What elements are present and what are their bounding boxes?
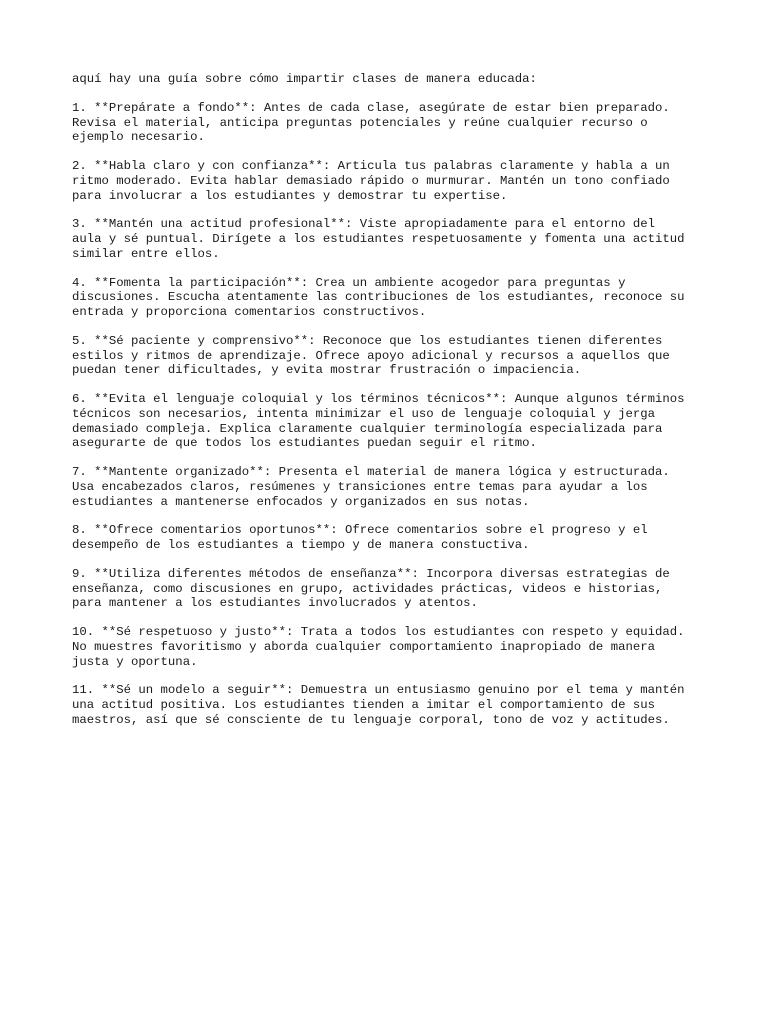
text-line: estilos y ritmos de aprendizaje. Ofrece apoyo adicional y recursos a aquellos que <box>72 348 670 363</box>
text-line: 7. **Mantente organizado**: Presenta el material de manera lógica y estructurada. <box>72 465 670 479</box>
text-line: ejemplo necesario. <box>72 130 205 145</box>
guide-item-9 <box>72 567 702 611</box>
paragraph-list <box>72 101 702 728</box>
text-line: Usa encabezados claros, resúmenes y transiciones entre temas para ayudar a los <box>72 479 648 494</box>
guide-item-4 <box>72 276 702 320</box>
text-line: Revisa el material, anticipa preguntas potenciales y reúne cualquier recurso o <box>72 115 648 130</box>
document-body <box>72 72 702 742</box>
text-line: para mantener a los estudiantes involucrados y atentos. <box>72 596 478 611</box>
text-line: puedan tener dificultades, y evita mostrar frustración o impaciencia. <box>72 363 582 378</box>
text-line: ritmo moderado. Evita hablar demasiado rápido o murmurar. Mantén un tono confiado <box>72 173 670 188</box>
guide-item-8 <box>72 523 702 553</box>
guide-item-7 <box>72 465 702 509</box>
text-line: 3. **Mantén una actitud profesional**: Viste apropiadamente para el entorno del <box>72 217 655 232</box>
text-line: entrada y proporciona comentarios constructivos. <box>72 305 427 319</box>
text-line: 1. **Prepárate a fondo**: Antes de cada clase, asegúrate de estar bien preparado. <box>72 100 670 115</box>
text-line: una actitud positiva. Los estudiantes tienden a imitar el comportamiento de sus <box>72 698 655 712</box>
guide-item-2 <box>72 159 702 203</box>
text-line: 5. **Sé paciente y comprensivo**: Reconoce que los estudiantes tienen diferentes <box>72 333 663 348</box>
text-line: técnicos son necesarios, intenta minimizar el uso de lenguaje coloquial y jerga <box>72 406 655 421</box>
guide-item-10 <box>72 625 702 669</box>
text-line: 11. **Sé un modelo a seguir**: Demuestra un entusiasmo genuino por el tema y mantén <box>72 683 685 698</box>
text-line: para involucrar a los estudiantes y demostrar tu expertise. <box>72 188 508 203</box>
text-line: enseñanza, como discusiones en grupo, actividades prácticas, videos e historias, <box>72 581 663 596</box>
text-line: justa y oportuna. <box>72 654 198 669</box>
text-line: maestros, así que sé consciente de tu lenguaje corporal, tono de voz y actitudes. <box>72 712 670 727</box>
text-line: 2. **Habla claro y con confianza**: Articula tus palabras claramente y habla a un <box>72 159 670 173</box>
text-line: 9. **Utiliza diferentes métodos de enseñanza**: Incorpora diversas estrategias de <box>72 566 670 581</box>
guide-item-1 <box>72 101 702 145</box>
intro-text: aquí hay una guía sobre cómo impartir clases de manera educada: <box>72 72 537 86</box>
text-line: estudiantes a mantenerse enfocados y organizados en sus notas. <box>72 494 530 509</box>
text-line: 4. **Fomenta la participación**: Crea un ambiente acogedor para preguntas y <box>72 275 626 290</box>
text-line: similar entre ellos. <box>72 246 220 261</box>
text-line: 6. **Evita el lenguaje coloquial y los términos técnicos**: Aunque algunos términos <box>72 392 685 406</box>
text-line: asegurarte de que todos los estudiantes puedan seguir el ritmo. <box>72 436 537 451</box>
text-line: 10. **Sé respetuoso y justo**: Trata a todos los estudiantes con respeto y equidad. <box>72 625 685 639</box>
text-line: desempeño de los estudiantes a tiempo y de manera constuctiva. <box>72 538 530 552</box>
guide-item-3 <box>72 217 702 261</box>
guide-item-11 <box>72 683 702 727</box>
guide-item-5 <box>72 334 702 378</box>
text-line: discusiones. Escucha atentamente las contribuciones de los estudiantes, reconoce su <box>72 290 685 305</box>
text-line: No muestres favoritismo y aborda cualquier comportamiento inapropiado de manera <box>72 639 655 654</box>
text-line: 8. **Ofrece comentarios oportunos**: Ofrece comentarios sobre el progreso y el <box>72 523 648 538</box>
text-line: aula y sé puntual. Dirígete a los estudiantes respetuosamente y fomenta una actitud <box>72 232 685 246</box>
text-line: demasiado compleja. Explica claramente cualquier terminología especializada para <box>72 421 663 436</box>
guide-item-6 <box>72 392 702 451</box>
